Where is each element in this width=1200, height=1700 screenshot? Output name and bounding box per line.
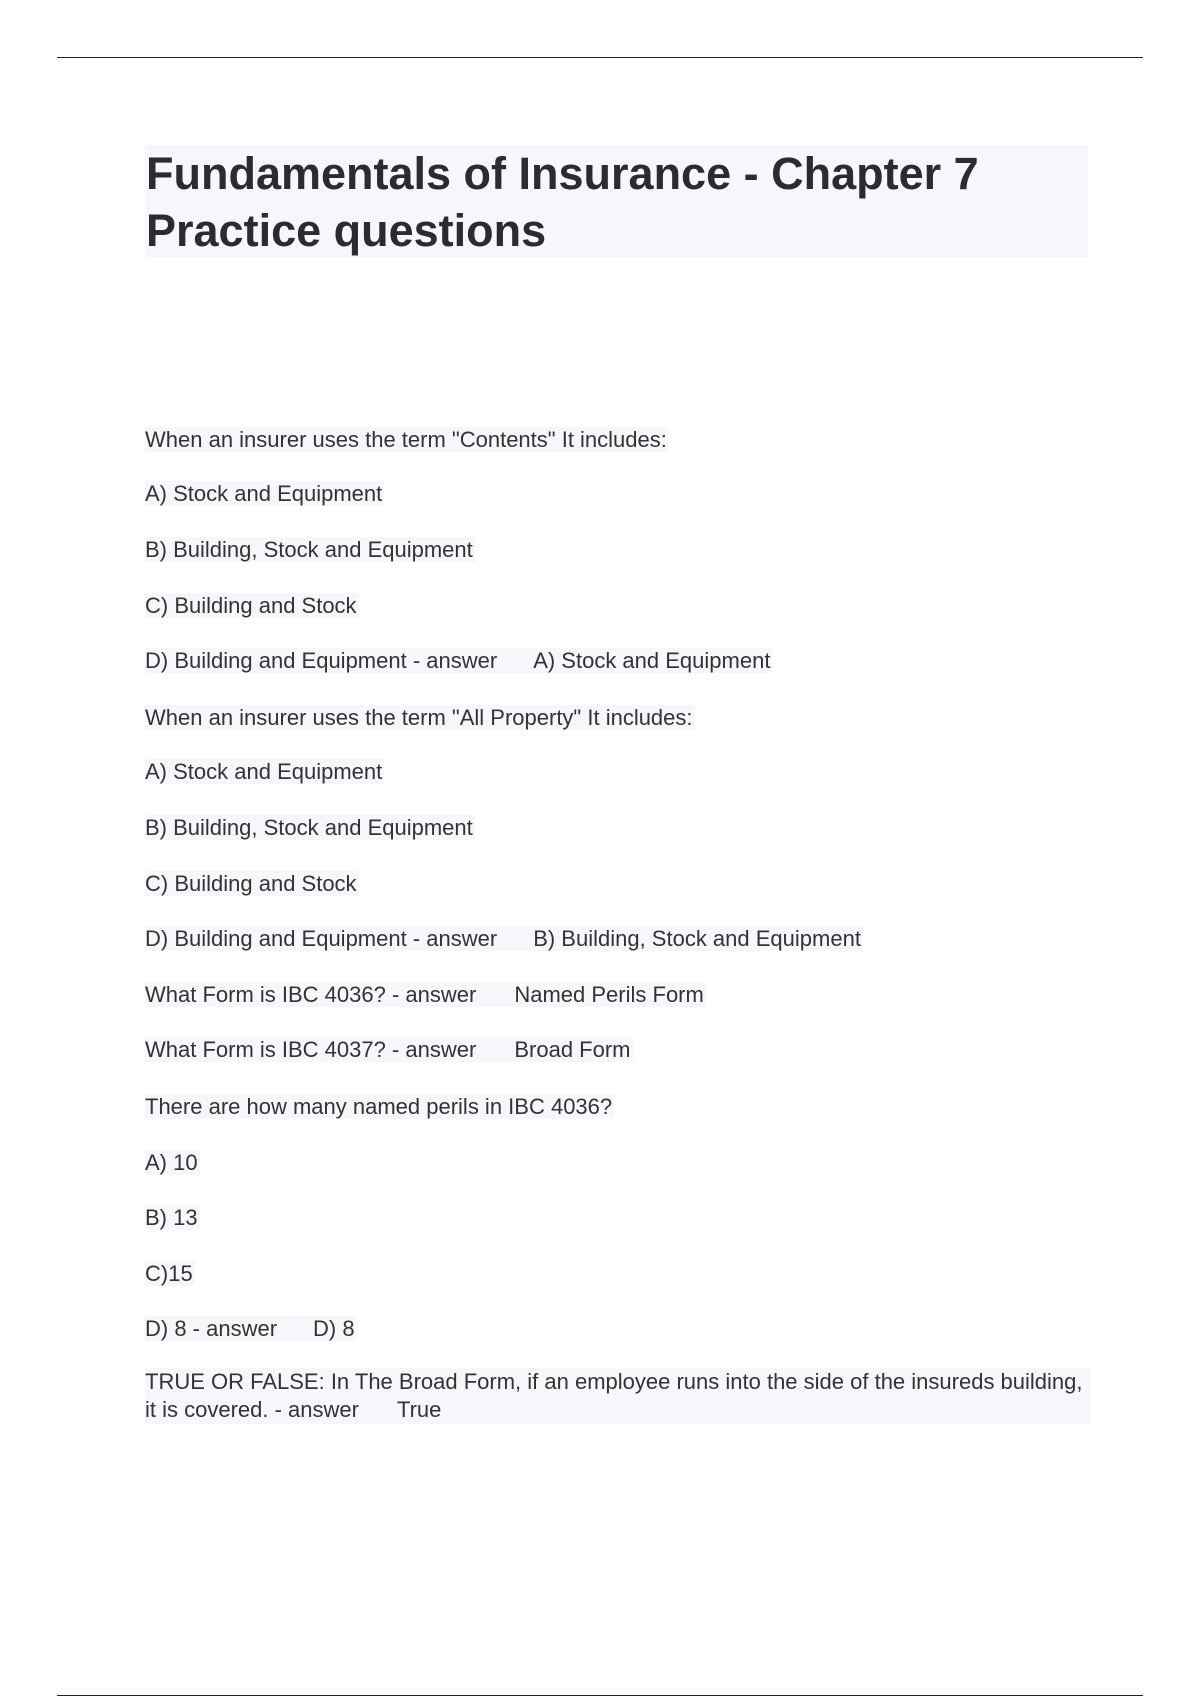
document-title: Fundamentals of Insurance - Chapter 7 Practice questions	[146, 148, 979, 256]
question-5-option-b: B) 13	[145, 1205, 198, 1230]
question-1-option-c: C) Building and Stock	[145, 593, 357, 618]
question-4-row	[145, 1035, 633, 1064]
question-5-option-c: C)15	[145, 1261, 193, 1286]
question-5-answer: D) 8	[313, 1316, 355, 1341]
question-1-text: When an insurer uses the term "Contents" It includes:	[145, 427, 667, 452]
question-3-answer: Named Perils Form	[514, 982, 704, 1007]
question-5-option-d	[145, 1314, 357, 1343]
question-3-row	[145, 980, 706, 1009]
question-1-answer: A) Stock and Equipment	[533, 648, 771, 673]
question-1-option-b: B) Building, Stock and Equipment	[145, 537, 473, 562]
question-2-answer: B) Building, Stock and Equipment	[533, 926, 861, 951]
question-2-option-d-label: D) Building and Equipment - answer	[145, 926, 498, 951]
question-5-option-d-label: D) 8 - answer	[145, 1316, 278, 1341]
question-4-text: What Form is IBC 4037? - answer	[145, 1037, 477, 1062]
question-1-option-a: A) Stock and Equipment	[145, 481, 383, 506]
question-2-option-c: C) Building and Stock	[145, 871, 357, 896]
question-2-option-d	[145, 924, 863, 953]
question-1-option-d-label: D) Building and Equipment - answer	[145, 648, 498, 673]
question-6-row	[145, 1368, 1090, 1424]
question-6-answer: True	[396, 1397, 442, 1422]
question-4-answer: Broad Form	[514, 1037, 631, 1062]
question-2-text: When an insurer uses the term "All Property" It includes:	[145, 705, 693, 730]
header-divider	[57, 57, 1143, 58]
question-3-text: What Form is IBC 4036? - answer	[145, 982, 477, 1007]
footer-divider	[57, 1695, 1143, 1696]
question-1-option-d	[145, 646, 772, 675]
question-5-option-a: A) 10	[145, 1150, 198, 1175]
question-2-option-b: B) Building, Stock and Equipment	[145, 815, 473, 840]
question-5-text: There are how many named perils in IBC 4036?	[145, 1094, 613, 1119]
question-6-text: TRUE OR FALSE: In The Broad Form, if an employee runs into the side of the insureds building, it is covered. - answer	[145, 1369, 1083, 1422]
question-2-option-a: A) Stock and Equipment	[145, 759, 383, 784]
